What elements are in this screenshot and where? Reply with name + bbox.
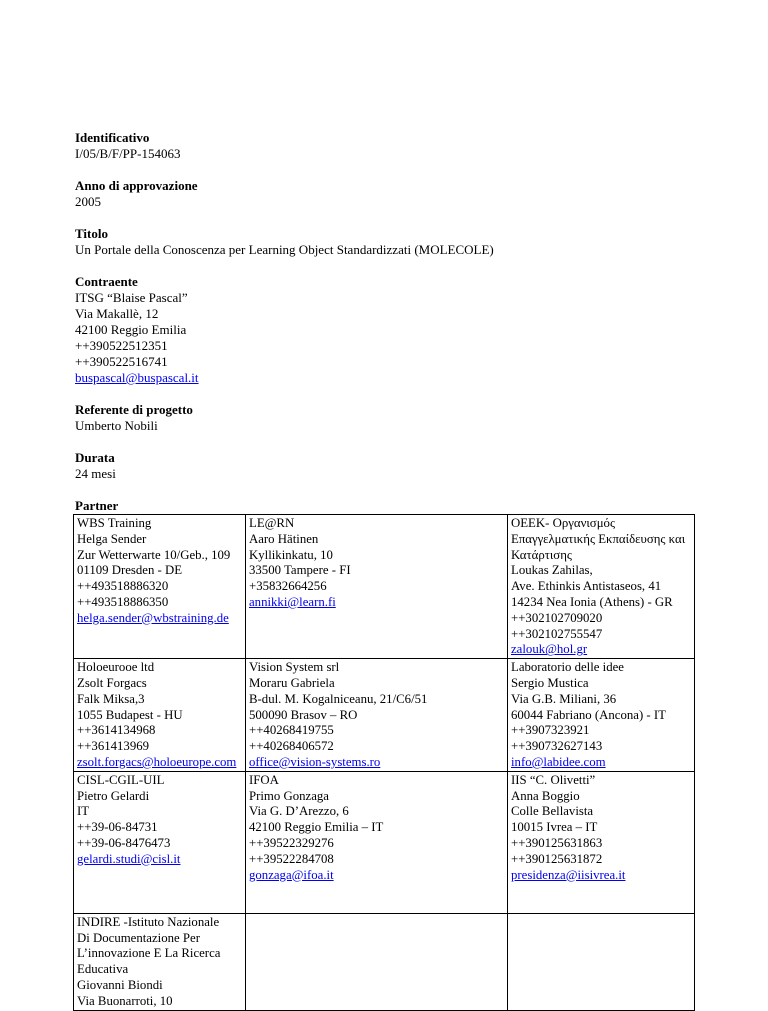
- partner-cell-line: 01109 Dresden - DE: [77, 563, 183, 578]
- partner-cell-line: B-dul. M. Kogalniceanu, 21/C6/51: [249, 691, 428, 706]
- partner-cell: [74, 771, 246, 913]
- contraente-label: Contraente: [75, 274, 138, 289]
- partner-cell-line: Sergio Mustica: [511, 675, 589, 690]
- partner-cell: [74, 515, 246, 659]
- partner-cell-line: Colle Bellavista: [511, 804, 594, 819]
- partner-row: [74, 515, 695, 659]
- partner-section: [75, 498, 695, 1011]
- partner-cell: [246, 515, 508, 659]
- titolo-label: Titolo: [75, 226, 108, 241]
- partner-email-link[interactable]: annikki@learn.fi: [249, 594, 336, 609]
- partner-cell: [508, 515, 695, 659]
- partner-cell-line: Educativa: [77, 962, 129, 977]
- contraente-line: 42100 Reggio Emilia: [75, 322, 187, 337]
- partner-cell-line: ++3614134968: [77, 723, 156, 738]
- partner-cell-line: Helga Sender: [77, 531, 147, 546]
- partner-email-link[interactable]: zalouk@hol.gr: [511, 642, 588, 657]
- identificativo-section: [75, 130, 695, 162]
- partner-cell-line: Aaro Hätinen: [249, 531, 319, 546]
- titolo-value: Un Portale della Conoscenza per Learning Object Standardizzati (MOLECOLE): [75, 242, 494, 257]
- partner-cell-line: Zsolt Forgacs: [77, 675, 147, 690]
- partner-cell-line: 500090 Brasov – RO: [249, 707, 358, 722]
- partner-cell-line: IIS “C. Olivetti”: [511, 772, 596, 787]
- durata-section: [75, 450, 695, 482]
- partner-cell-line: Di Documentazione Per: [77, 930, 200, 945]
- partner-cell-line: OEEK- Οργανισμός: [511, 516, 616, 530]
- partner-cell-line: ++3907323921: [511, 723, 590, 738]
- partner-cell-line: Giovanni Biondi: [77, 977, 163, 992]
- partner-label: Partner: [75, 498, 119, 513]
- partner-cell: [246, 913, 508, 1010]
- partner-cell-line: CISL-CGIL-UIL: [77, 772, 165, 787]
- partner-email-link[interactable]: info@labidee.com: [511, 754, 606, 769]
- partner-cell-line: ++40268419755: [249, 723, 334, 738]
- partner-cell-line: Επαγγελματικής Εκπαίδευσης και: [511, 531, 686, 546]
- partner-cell: [508, 771, 695, 913]
- partner-table: [73, 514, 695, 1011]
- referente-section: [75, 402, 695, 434]
- partner-cell-line: ++302102709020: [511, 610, 603, 625]
- contraente-line: ++390522516741: [75, 354, 168, 369]
- partner-cell-line: Κατάρτισης: [511, 547, 572, 562]
- partner-cell-line: Via G.B. Miliani, 36: [511, 691, 617, 706]
- partner-cell: [246, 659, 508, 772]
- contraente-line: ITSG “Blaise Pascal”: [75, 290, 188, 305]
- partner-cell-line: LE@RN: [249, 516, 295, 530]
- partner-email-link[interactable]: gonzaga@ifoa.it: [249, 867, 334, 882]
- partner-cell-line: Kyllikinkatu, 10: [249, 547, 333, 562]
- partner-cell-line: 33500 Tampere - FI: [249, 563, 351, 578]
- partner-row: [74, 913, 695, 1010]
- partner-cell-line: Anna Boggio: [511, 788, 580, 803]
- partner-cell-line: Holoeurooe ltd: [77, 660, 155, 675]
- partner-cell-line: ++390732627143: [511, 739, 603, 754]
- partner-cell-line: ++390125631872: [511, 851, 603, 866]
- partner-cell-line: ++39522329276: [249, 835, 334, 850]
- referente-value: Umberto Nobili: [75, 418, 158, 433]
- titolo-section: [75, 226, 695, 258]
- partner-email-link[interactable]: gelardi.studi@cisl.it: [77, 851, 181, 866]
- partner-cell-line: 42100 Reggio Emilia – IT: [249, 820, 384, 835]
- partner-email-link[interactable]: zsolt.forgacs@holoeurope.com: [77, 754, 237, 769]
- partner-cell-line: INDIRE -Istituto Nazionale: [77, 914, 220, 929]
- partner-cell-line: ++39-06-8476473: [77, 835, 171, 850]
- partner-cell: [246, 771, 508, 913]
- partner-cell-line: Loukas Zahilas,: [511, 563, 593, 578]
- contraente-section: [75, 274, 695, 386]
- document-page: [75, 130, 695, 1011]
- identificativo-value: I/05/B/F/PP-154063: [75, 146, 181, 161]
- partner-cell-line: Vision System srl: [249, 660, 340, 675]
- partner-email-link[interactable]: helga.sender@wbstraining.de: [77, 610, 229, 625]
- partner-cell-line: Via Buonarroti, 10: [77, 993, 173, 1008]
- partner-cell-line: L’innovazione E La Ricerca: [77, 946, 221, 961]
- partner-cell-line: 1055 Budapest - HU: [77, 707, 183, 722]
- partner-cell-line: ++361413969: [77, 739, 150, 754]
- partner-cell-line: 14234 Nea Ionia (Athens) - GR: [511, 594, 673, 609]
- contraente-email-link[interactable]: buspascal@buspascal.it: [75, 370, 199, 385]
- durata-value: 24 mesi: [75, 466, 116, 481]
- partner-cell-line: ++40268406572: [249, 739, 334, 754]
- partner-cell-line: 10015 Ivrea – IT: [511, 820, 598, 835]
- partner-cell-line: Primo Gonzaga: [249, 788, 329, 803]
- partner-cell-line: Pietro Gelardi: [77, 788, 150, 803]
- partner-cell-line: Via G. D’Arezzo, 6: [249, 804, 349, 819]
- partner-cell-line: ++493518886320: [77, 579, 169, 594]
- partner-cell-line: Falk Miksa,3: [77, 691, 145, 706]
- referente-label: Referente di progetto: [75, 402, 193, 417]
- partner-cell-line: IT: [77, 804, 90, 819]
- partner-email-link[interactable]: office@vision-systems.ro: [249, 754, 381, 769]
- partner-cell: [74, 913, 246, 1010]
- partner-cell-line: ++39-06-84731: [77, 820, 158, 835]
- partner-email-link[interactable]: presidenza@iisivrea.it: [511, 867, 626, 882]
- partner-cell-line: ++39522284708: [249, 851, 334, 866]
- partner-cell: [74, 659, 246, 772]
- anno-section: [75, 178, 695, 210]
- partner-cell: [508, 659, 695, 772]
- anno-label: Anno di approvazione: [75, 178, 198, 193]
- contraente-line: Via Makallè, 12: [75, 306, 159, 321]
- partner-cell-line: Zur Wetterwarte 10/Geb., 109: [77, 547, 231, 562]
- partner-cell-line: ++493518886350: [77, 594, 169, 609]
- partner-cell-line: IFOA: [249, 772, 279, 787]
- partner-cell-line: Laboratorio delle idee: [511, 660, 624, 675]
- partner-cell-line: +35832664256: [249, 579, 327, 594]
- partner-cell-line: Ave. Ethinkis Antistaseos, 41: [511, 579, 662, 594]
- partner-cell-line: Moraru Gabriela: [249, 675, 335, 690]
- partner-cell-line: 60044 Fabriano (Ancona) - IT: [511, 707, 666, 722]
- partner-cell-line: WBS Training: [77, 516, 152, 530]
- durata-label: Durata: [75, 450, 115, 465]
- partner-row: [74, 659, 695, 772]
- anno-value: 2005: [75, 194, 101, 209]
- partner-row: [74, 771, 695, 913]
- contraente-line: ++390522512351: [75, 338, 168, 353]
- partner-cell-line: ++302102755547: [511, 626, 603, 641]
- partner-cell-line: ++390125631863: [511, 835, 603, 850]
- partner-cell: [508, 913, 695, 1010]
- identificativo-label: Identificativo: [75, 130, 150, 145]
